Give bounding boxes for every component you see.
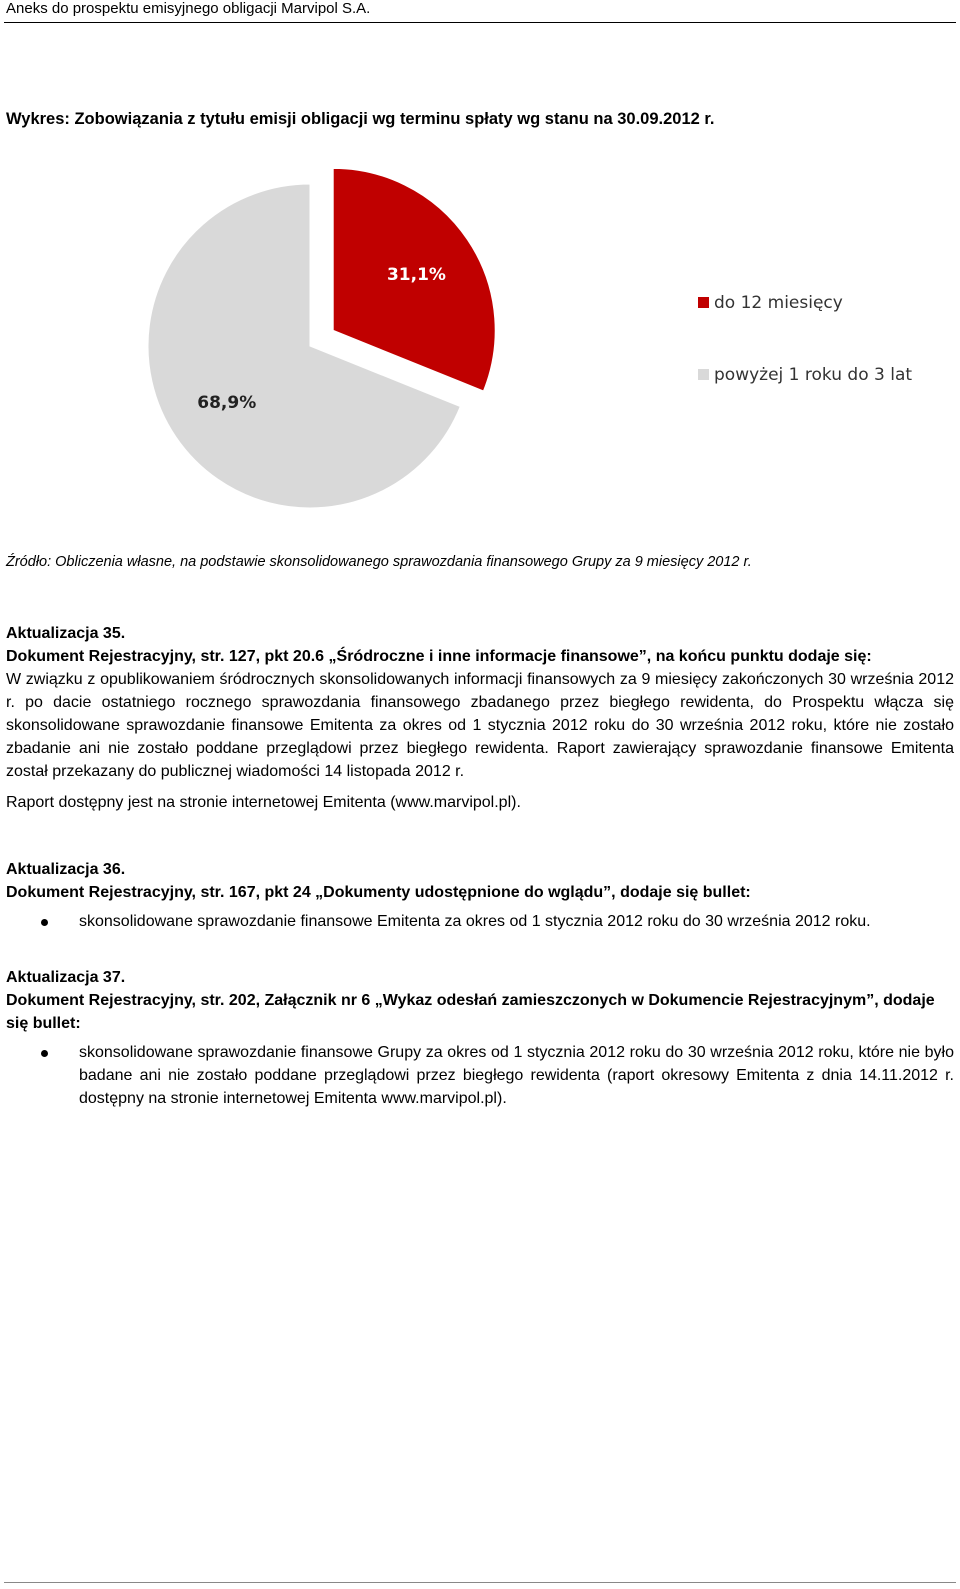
- section-37-title: Aktualizacja 37.: [6, 969, 126, 986]
- legend-label-2: powyżej 1 roku do 3 lat: [714, 365, 913, 385]
- figure-title: Wykres: Zobowiązania z tytułu emisji obligacji wg terminu spłaty wg stanu na 30.09.2012 r.: [6, 110, 715, 128]
- section-36-bullet-item: [6, 910, 954, 933]
- section-36-bullet-text: skonsolidowane sprawozdanie finansowe Emitenta za okres od 1 stycznia 2012 roku do 30 września 2012 roku.: [79, 913, 871, 930]
- section-36-title: Aktualizacja 36.: [6, 861, 126, 878]
- footer-divider: [4, 1582, 956, 1583]
- section-35-title: Aktualizacja 35.: [6, 625, 126, 642]
- legend-swatch-2: [698, 369, 709, 380]
- header-divider: [4, 22, 956, 23]
- section-36-reference: Dokument Rejestracyjny, str. 167, pkt 24 „Dokumenty udostępnione do wglądu”, dodaje się bullet:: [6, 884, 751, 901]
- legend-swatch-1: [698, 297, 709, 308]
- pie-slices: [148, 168, 495, 508]
- section-37-bullet-text: skonsolidowane sprawozdanie finansowe Grupy za okres od 1 stycznia 2012 roku do 30 września 2012 roku, które nie było badane ani nie zostało poddane przeglądowi przez biegłego rewidenta (raport okresowy Emitenta z dnia 14.11.2012 r. dostępny na stronie internetowej Emitenta www.marvipol.pl).: [79, 1044, 954, 1107]
- bullet-icon: [41, 1050, 48, 1057]
- section-35-reference: Dokument Rejestracyjny, str. 127, pkt 20.6 „Śródroczne i inne informacje finansowe”, na końcu punktu dodaje się:: [6, 648, 872, 665]
- bullet-icon: [41, 919, 48, 926]
- section-37-bullet-item: [6, 1041, 954, 1110]
- section-37-reference: Dokument Rejestracyjny, str. 202, Załącznik nr 6 „Wykaz odesłań zamieszczonych w Dokumencie Rejestracyjnym”, dodaje się bullet:: [6, 992, 935, 1032]
- section-35-paragraph-2: Raport dostępny jest na stronie internetowej Emitenta (www.marvipol.pl).: [6, 794, 521, 811]
- document-header: Aneks do prospektu emisyjnego obligacji Marvipol S.A.: [6, 0, 371, 17]
- section-35: [6, 622, 954, 814]
- chart-legend: [698, 293, 912, 385]
- section-37: [6, 966, 954, 1110]
- pie-data-label-2: 68,9%: [197, 393, 257, 414]
- pie-chart: [0, 150, 960, 530]
- figure-source: Źródło: Obliczenia własne, na podstawie skonsolidowanego sprawozdania finansowego Grupy za 9 miesięcy 2012 r.: [6, 554, 752, 570]
- section-36: [6, 858, 954, 933]
- pie-data-label-1: 31,1%: [386, 265, 446, 286]
- section-35-paragraph-1: W związku z opublikowaniem śródrocznych skonsolidowanych informacji finansowych za 9 miesięcy zakończonych 30 września 2012 r. po dacie ostatniego rocznego sprawozdania finansowego zbadanego przez biegłego rewidenta, do Prospektu włącza się skonsolidowane sprawozdanie finansowe Emitenta za okres od 1 stycznia 2012 roku do 30 września 2012 roku, które nie zostało zbadanie ani nie zostało poddane przeglądowi przez biegłego rewidenta. Raport zawierający sprawozdanie finansowe Emitenta został przekazany do publicznej wiadomości 14 listopada 2012 r.: [6, 671, 954, 780]
- legend-label-1: do 12 miesięcy: [714, 293, 843, 313]
